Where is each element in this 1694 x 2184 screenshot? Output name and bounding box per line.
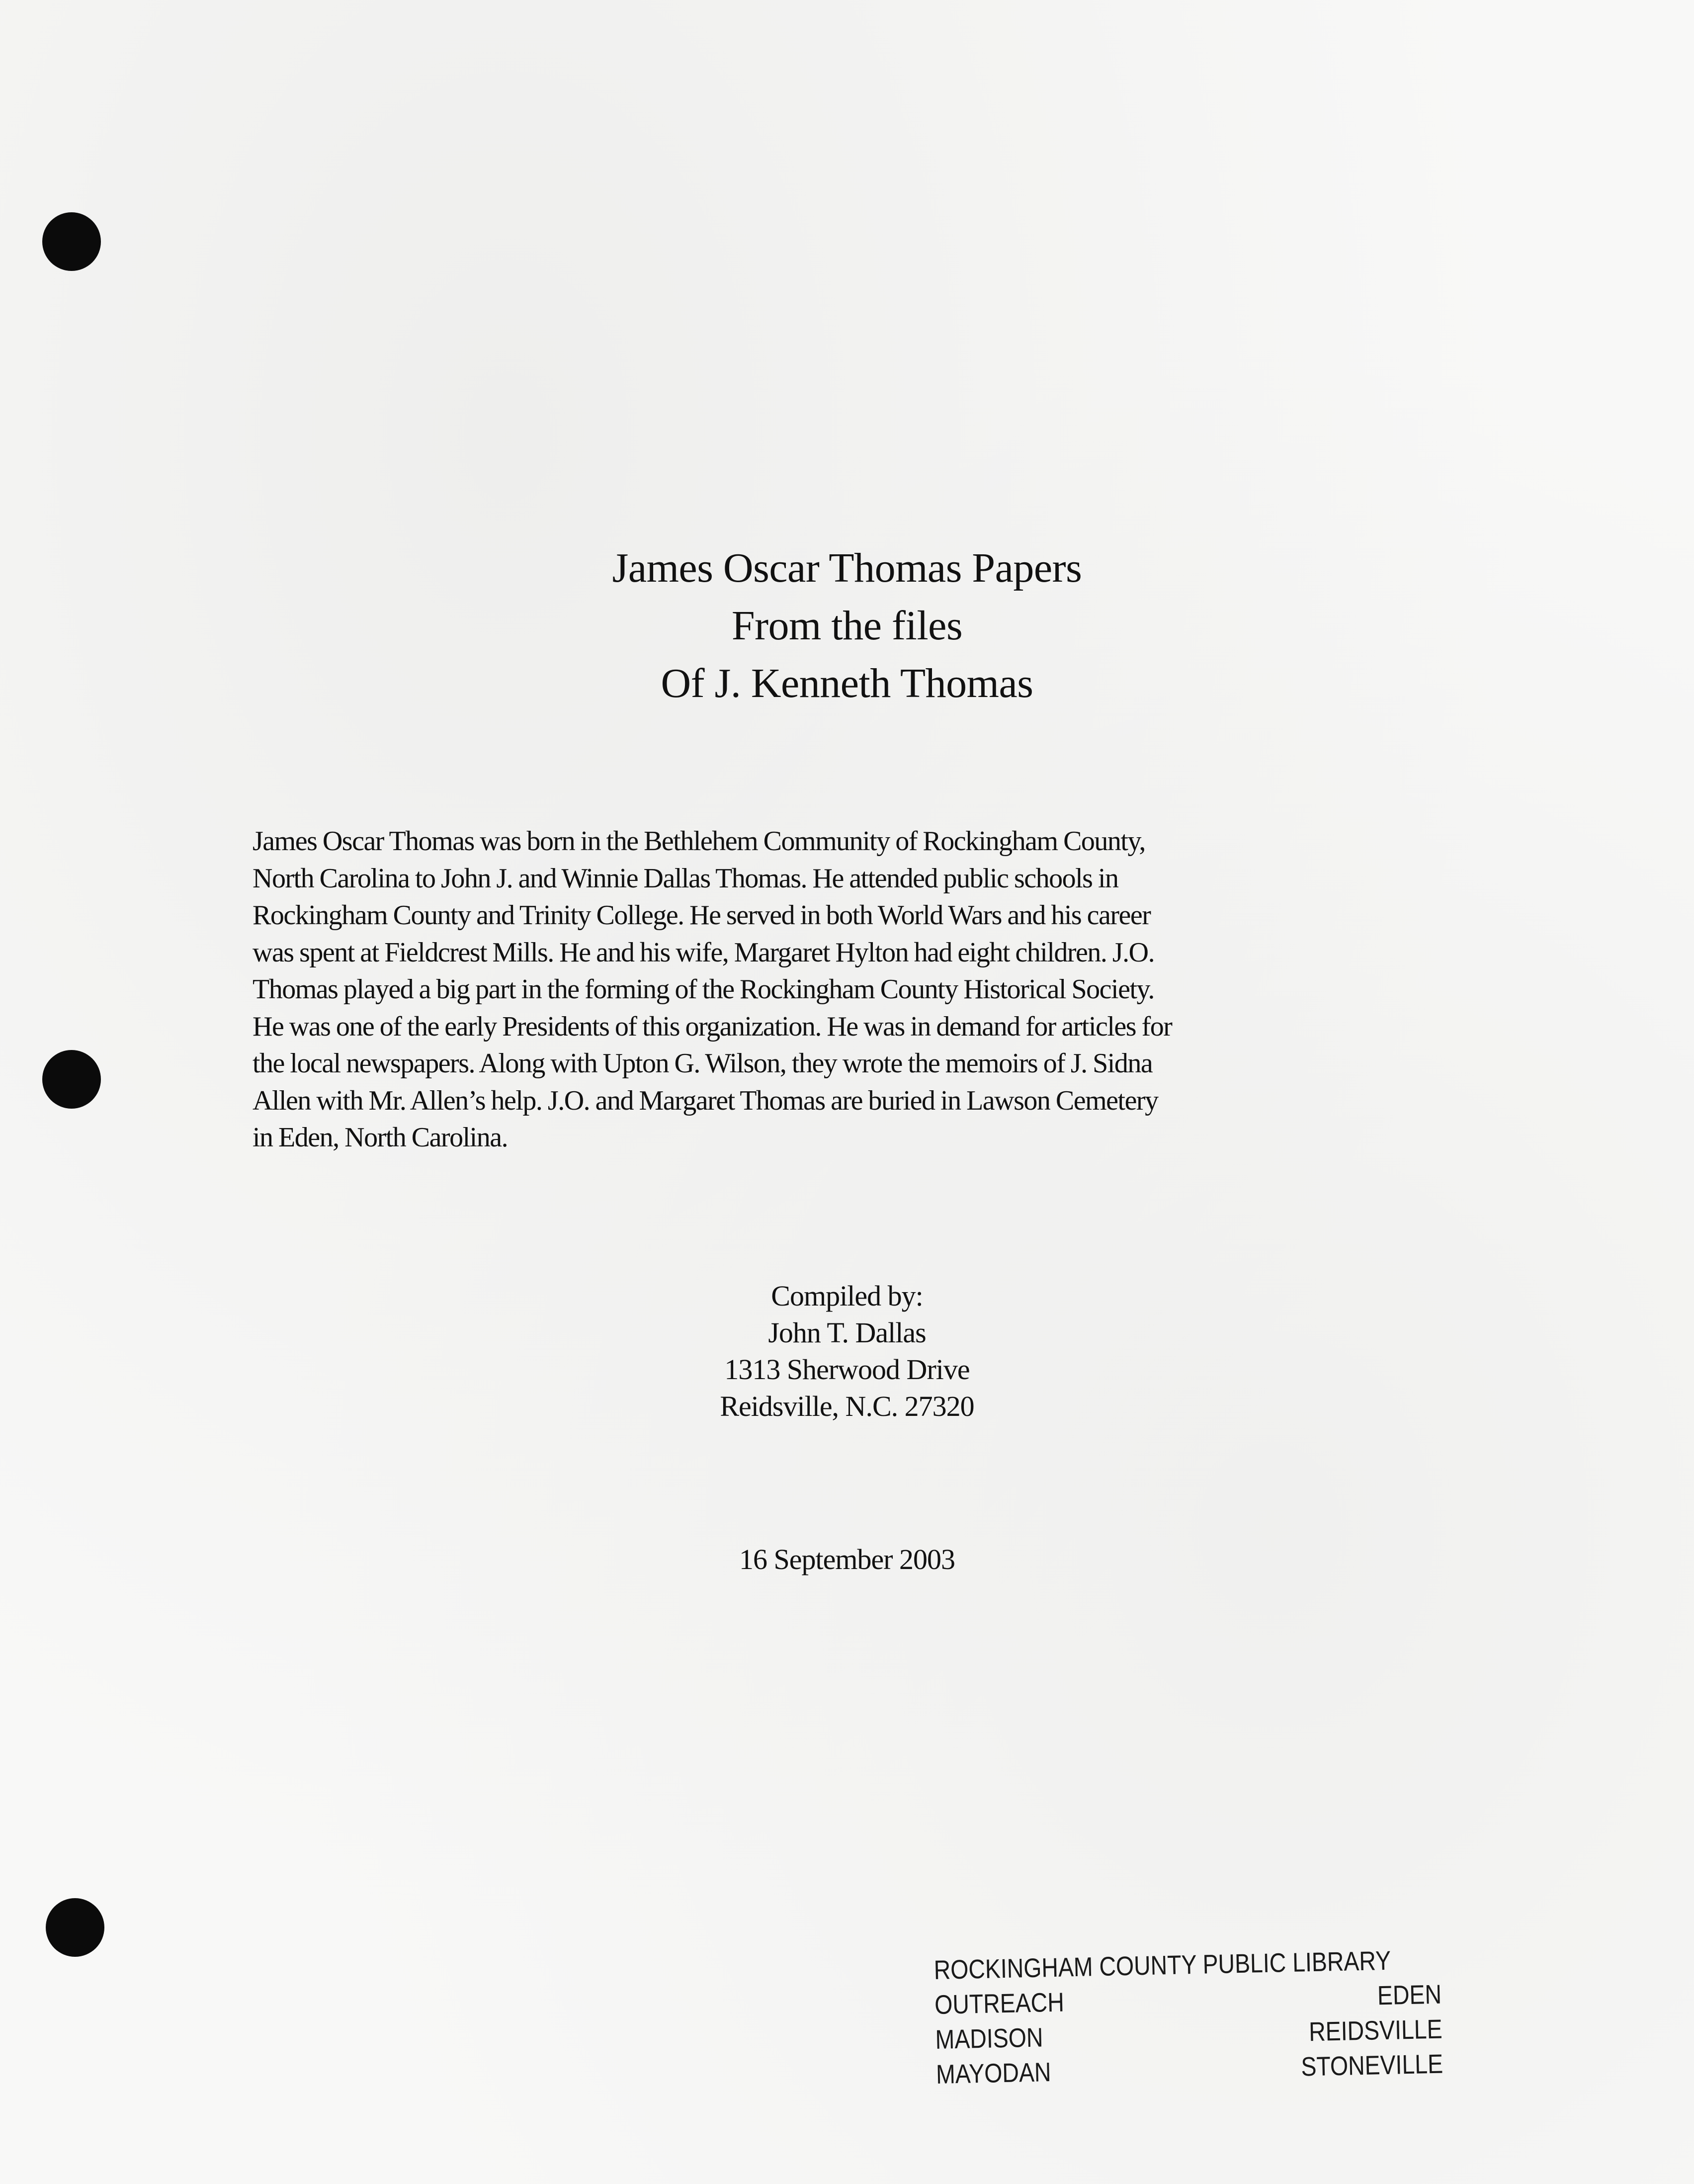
stamp-branch-right: STONEVILLE — [1300, 2049, 1443, 2082]
bio-line-5: Thomas played a big part in the forming of the Rockingham County Historical Society. — [253, 974, 1154, 1005]
stamp-branch-left: OUTREACH — [934, 1987, 1065, 2020]
bio-line-6: He was one of the early Presidents of this organization. He was in demand for articles for — [253, 1011, 1172, 1042]
bio-line-8: Allen with Mr. Allen’s help. J.O. and Margaret Thomas are buried in Lawson Cemetery — [253, 1085, 1158, 1116]
bio-line-7: the local newspapers. Along with Upton G. Wilson, they wrote the memoirs of J. Sidna — [253, 1048, 1153, 1079]
compiler-street: 1313 Sherwood Drive — [724, 1353, 970, 1386]
compiler-city: Reidsville, N.C. 27320 — [720, 1390, 974, 1422]
compiled-by-label: Compiled by: — [771, 1280, 923, 1312]
punch-hole-middle — [42, 1050, 101, 1109]
library-stamp — [933, 1942, 1443, 2102]
title-line-3: Of J. Kenneth Thomas — [661, 660, 1033, 706]
stamp-branch-left: MAYODAN — [935, 2057, 1052, 2090]
compiler-block — [598, 1278, 1096, 1425]
biography-paragraph — [253, 823, 1465, 1156]
punch-hole-top — [42, 212, 101, 271]
bio-line-1: James Oscar Thomas was born in the Bethlehem Community of Rockingham County, — [253, 826, 1145, 857]
stamp-branch-right: REIDSVILLE — [1308, 2014, 1443, 2047]
bio-line-9: in Eden, North Carolina. — [253, 1122, 508, 1153]
compiler-name: John T. Dallas — [768, 1316, 926, 1349]
punch-hole-bottom — [46, 1898, 104, 1957]
bio-line-2: North Carolina to John J. and Winnie Dallas Thomas. He attended public schools in — [253, 863, 1118, 894]
bio-line-3: Rockingham County and Trinity College. He served in both World Wars and his career — [253, 900, 1151, 931]
document-date: 16 September 2003 — [739, 1543, 955, 1575]
stamp-title: ROCKINGHAM COUNTY PUBLIC LIBRARY — [933, 1945, 1391, 1985]
bio-line-4: was spent at Fieldcrest Mills. He and his wife, Margaret Hylton had eight children. J.O. — [253, 937, 1155, 968]
title-line-1: James Oscar Thomas Papers — [612, 545, 1082, 591]
stamp-branch-right: EDEN — [1377, 1979, 1442, 2011]
stamp-branch-left: MADISON — [935, 2022, 1043, 2055]
title-line-2: From the files — [731, 603, 963, 649]
document-title — [350, 539, 1344, 712]
